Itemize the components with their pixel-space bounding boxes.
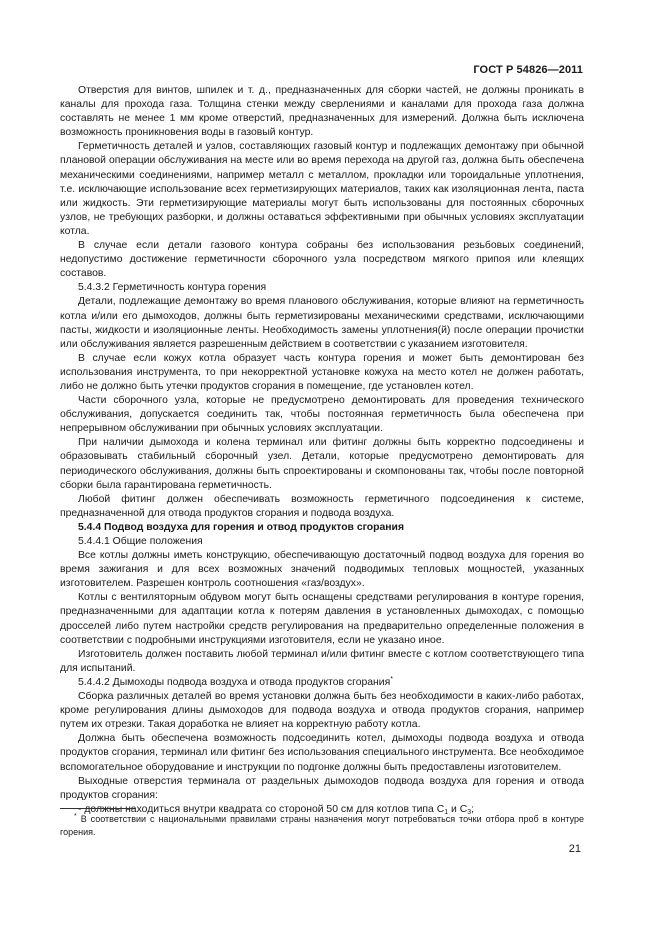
paragraph: Выходные отверстия терминала от раздельных дымоходов подвода воздуха для горения и отвода продуктов сгорания: — [60, 775, 584, 801]
paragraph: Должна быть обеспечена возможность подсоединить котел, дымоходы подвода воздуха и отвода продуктов сгорания, терминал или фитинг без использования специального инструмента. Все необходимое вспомогательное оборудование и инструкции по подгонке должны быть предоставлены изготовителем. — [60, 733, 584, 773]
subscript: 1 — [444, 808, 449, 816]
footnote-divider — [60, 808, 136, 809]
list-item-text: ; — [471, 803, 475, 815]
body-text — [60, 84, 584, 817]
section-heading: 5.4.4 Подвод воздуха для горения и отвод продуктов сгорания — [78, 521, 405, 533]
paragraph: Любой фитинг должен обеспечивать возможность герметичного подсоединения к системе, предназначенной для отвода продуктов сгорания и подвода воздуха. — [60, 493, 584, 519]
paragraph: В случае если детали газового контура собраны без использования резьбовых соединений, недопустимо достижение герметичности сборочного узла посредством мягкого припоя или клеящих составов. — [60, 240, 584, 280]
subsection-heading-with-footnote — [60, 676, 584, 690]
paragraph: Сборка различных деталей во время установки должна быть без необходимости в каких-либо работах, кроме регулирования длины дымоходов для подвода воздуха и отвода продуктов сгорания, например путем их отрезки. Такая доработка не влияет на корректную работу котла. — [60, 691, 584, 731]
footnote-mark: * — [74, 813, 77, 820]
paragraph: В случае если кожух котла образует часть контура горения и может быть демонтирован без использования инструмента, то при некорректной установке кожуха на место котел не должен работать, либо не должно быть утечки продуктов сгорания в помещение, где установлен котел. — [60, 352, 584, 392]
footnote-reference: * — [390, 675, 393, 683]
paragraph: При наличии дымохода и колена терминал или фитинг должны быть корректно подсоединены и образовывать стабильный сборочный узел. Детали, которые предусмотрено демонтировать для периодического обслуживания, должны быть спроектированы и скомпонованы так, чтобы после повторной сборки была гарантирована герметичность. — [60, 437, 584, 491]
paragraph: Изготовитель должен поставить любой терминал и/или фитинг вместе с котлом соответствующего типа для испытаний. — [60, 648, 584, 674]
footnote-text: В соответствии с национальными правилами страны назначения могут потребоваться точки отбора проб в контуре горения. — [60, 814, 584, 837]
paragraph: Все котлы должны иметь конструкцию, обеспечивающую достаточный подвод воздуха для горения во время зажигания и для всех возможных значений подводимых тепловых мощностей, указанных изготовителем. Разрешен контроль соотношения «газ/воздух». — [60, 550, 584, 590]
list-item-text: и C — [448, 803, 468, 815]
paragraph: Части сборочного узла, которые не предусмотрено демонтировать для проведения технического обслуживания, допускается соединить так, чтобы постоянная герметичность была обеспечена при непрерывном обслуживании при обычных условиях эксплуатации. — [60, 395, 584, 435]
footnote — [60, 813, 584, 839]
page-number: 21 — [568, 843, 581, 855]
document-header: ГОСТ Р 54826—2011 — [473, 64, 583, 76]
subsection-heading: 5.4.4.1 Общие положения — [78, 536, 203, 547]
subsection-heading-text: 5.4.4.2 Дымоходы подвода воздуха и отвода продуктов сгорания — [78, 676, 391, 688]
paragraph: Детали, подлежащие демонтажу во время планового обслуживания, которые влияют на герметичность котла и/или его дымоходов, должны быть герметизированы механическими средствами, исключающими пасты, жидкости и изоляционные ленты. Необходимость замены уплотнения(й) после операции прочистки или обслуживания является разрешенным действием в соответствии с указанием изготовителя. — [60, 296, 584, 350]
list-item-text: - должны находиться внутри квадрата со стороной 50 см для котлов типа C — [78, 803, 445, 815]
paragraph: Котлы с вентиляторным обдувом могут быть оснащены средствами регулирования в контуре горения, предназначенными для адаптации котла к потерям давления в установленных дымоходах, с помощью дросселей либо путем настройки средств регулирования на предварительно определенные положения в соответствии с подробными инструкциями изготовителя, если не указано иное. — [60, 592, 584, 646]
paragraph: Герметичность деталей и узлов, составляющих газовый контур и подлежащих демонтажу при обычной плановой операции обслуживания на месте или во время перехода на другой газ, должна быть обеспечена механическими соединениями, например металл с металлом, прокладки или тороидальные уплотнения, т.е. исключающие использование всех герметизирующих материалов, таких как изоляционная лента, паста или жидкость. Эти герметизирующие материалы могут быть использованы для постоянных сборочных узлов, не требующих разборки, и должны оставаться эффективными при обычных условиях эксплуатации котла. — [60, 141, 584, 237]
subsection-heading: 5.4.3.2 Герметичность контура горения — [78, 282, 267, 294]
paragraph: Отверстия для винтов, шпилек и т. д., предназначенных для сборки частей, не должны проникать в каналы для прохода газа. Толщина стенки между сверлениями и каналами для прохода газа должна составлять не менее 1 мм кроме отверстий, предназначенных для измерений. Должна быть исключена возможность проникновения воды в газовый контур. — [60, 85, 584, 139]
subscript: 3 — [467, 808, 472, 816]
